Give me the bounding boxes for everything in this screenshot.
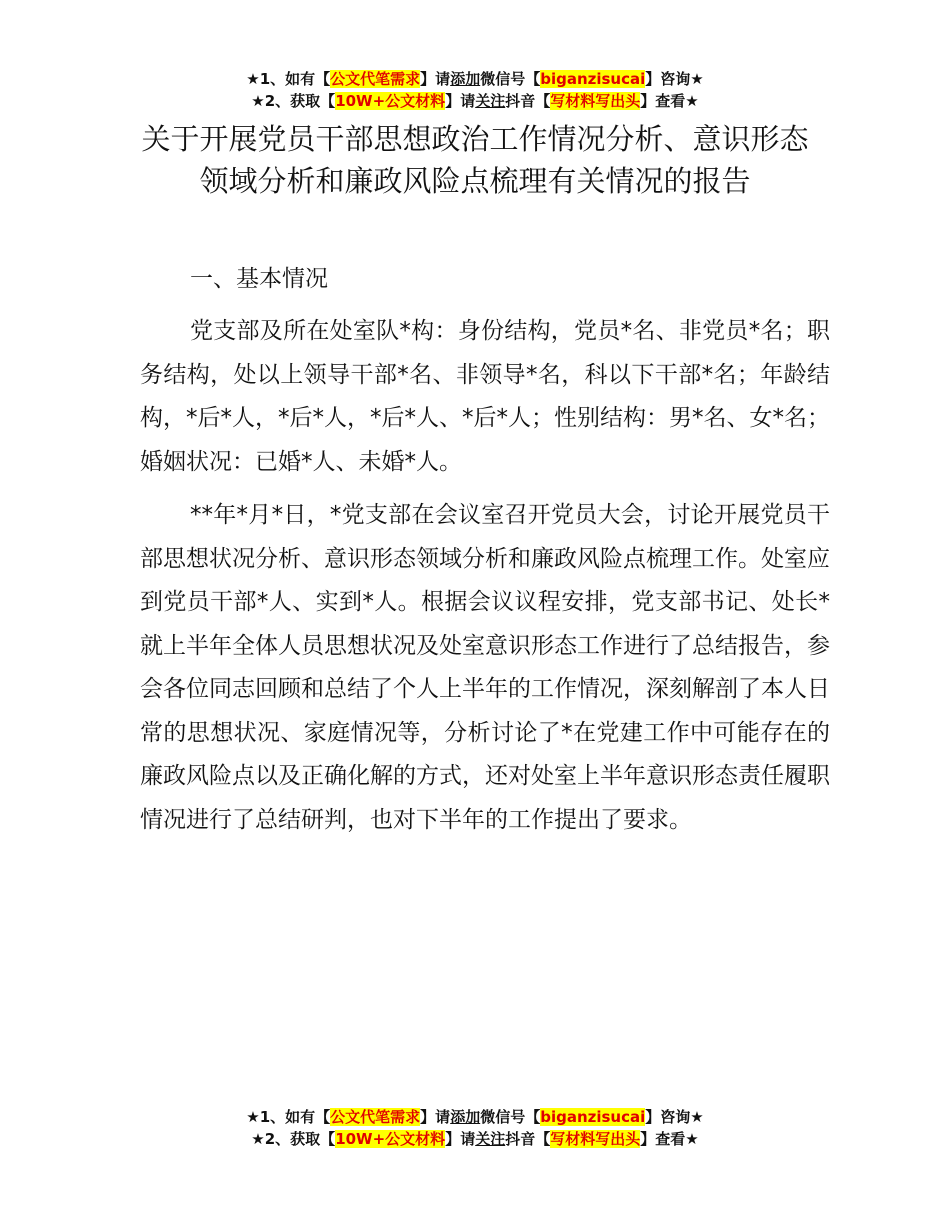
promo-line-2 — [0, 1128, 950, 1150]
promo-line-1-mid2: 微信号【 — [480, 1108, 541, 1126]
promo-line-2-suffix: 】查看★ — [640, 92, 699, 110]
promo-line-1-mid: 】请 — [420, 70, 451, 88]
promo-highlight-wechat-id: biganzisucai — [540, 1108, 646, 1126]
promo-highlight-materials: 10W+公文材料 — [335, 1130, 446, 1148]
promo-line-2-mid2: 抖音【 — [505, 1130, 551, 1148]
promo-highlight-douyin-account: 写材料写出头 — [550, 92, 641, 110]
promo-line-2 — [0, 90, 950, 112]
promo-highlight-douyin-account: 写材料写出头 — [550, 1130, 641, 1148]
promo-line-1-mid: 】请 — [420, 1108, 451, 1126]
body-paragraph: **年*月*日，*党支部在会议室召开党员大会，讨论开展党员干部思想状况分析、意识形态领域分析和廉政风险点梳理工作。处室应到党员干部*人、实到*人。根据会议议程安排，党支部书记、处长*就上半年全体人员思想状况及处室意识形态工作进行了总结报告，参会各位同志回顾和总结了个人上半年的工作情况，深刻解剖了本人日常的思想状况、家庭情况等，分析讨论了*在党建工作中可能存在的廉政风险点以及正确化解的方式，还对处室上半年意识形态责任履职情况进行了总结研判，也对下半年的工作提出了要求。 — [140, 502, 830, 833]
promo-underlined-follow: 关注 — [475, 1130, 506, 1148]
promo-underlined-add: 添加 — [450, 1108, 481, 1126]
promo-underlined-follow: 关注 — [475, 92, 506, 110]
section-heading-basic-info: 一、基本情况 — [190, 266, 328, 292]
promo-line-1-prefix: ★1、如有【 — [246, 1108, 331, 1126]
promo-line-1-suffix: 】咨询★ — [645, 1108, 704, 1126]
promo-line-2-prefix: ★2、获取【 — [251, 92, 336, 110]
promo-line-2-mid: 】请 — [445, 92, 476, 110]
document-title: 关于开展党员干部思想政治工作情况分析、意识形态领域分析和廉政风险点梳理有关情况的报告 — [141, 122, 809, 198]
header-promo-banner — [0, 68, 950, 112]
promo-line-1-prefix: ★1、如有【 — [246, 70, 331, 88]
promo-line-2-mid: 】请 — [445, 1130, 476, 1148]
footer-promo-banner — [0, 1106, 950, 1150]
promo-line-1 — [0, 1106, 950, 1128]
promo-line-1 — [0, 68, 950, 90]
promo-highlight-ghostwriting: 公文代笔需求 — [330, 1108, 421, 1126]
body-paragraph: 党支部及所在处室队*构：身份结构，党员*名、非党员*名；职务结构，处以上领导干部*名、非领导*名，科以下干部*名；年龄结构，*后*人，*后*人，*后*人、*后*人；性别结构：男*名、女*名；婚姻状况：已婚*人、未婚*人。 — [140, 318, 830, 475]
promo-line-2-prefix: ★2、获取【 — [251, 1130, 336, 1148]
promo-line-2-mid2: 抖音【 — [505, 92, 551, 110]
promo-highlight-wechat-id: biganzisucai — [540, 70, 646, 88]
promo-underlined-add: 添加 — [450, 70, 481, 88]
promo-line-1-mid2: 微信号【 — [480, 70, 541, 88]
promo-line-2-suffix: 】查看★ — [640, 1130, 699, 1148]
promo-line-1-suffix: 】咨询★ — [645, 70, 704, 88]
promo-highlight-materials: 10W+公文材料 — [335, 92, 446, 110]
promo-highlight-ghostwriting: 公文代笔需求 — [330, 70, 421, 88]
